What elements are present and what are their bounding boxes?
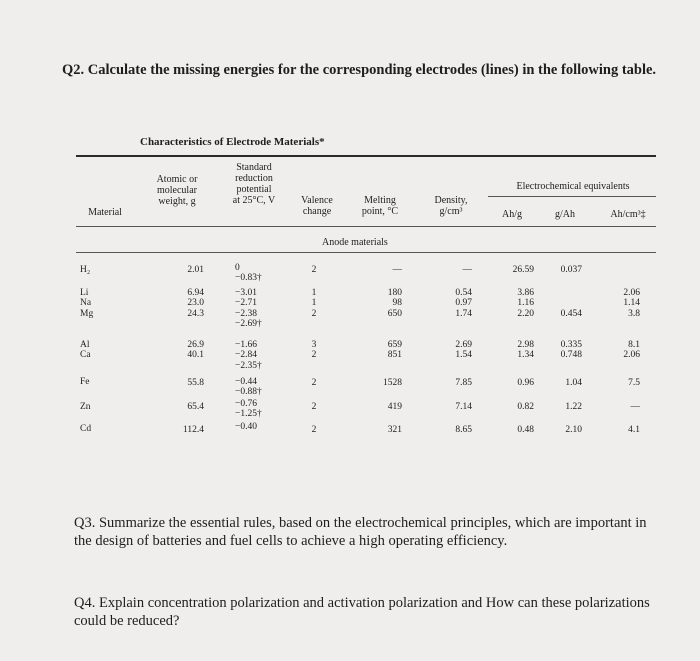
header-ah-g: Ah/g <box>502 209 522 220</box>
table-cell-material: Fe <box>80 377 90 387</box>
table-cell-valence: 2 <box>311 425 317 435</box>
table-cell-material: H₂ <box>80 265 91 275</box>
table-cell-valence: 2 <box>311 402 317 412</box>
table-cell-melting: 419 <box>387 402 402 412</box>
table-cell-density: — <box>462 265 472 275</box>
header-potential: Standard reduction potential at 25°C, V <box>232 162 276 206</box>
table-cell-ah-cm3: 8.1 2.06 <box>623 340 640 361</box>
table-cell-melting: 1528 <box>383 378 402 388</box>
header-density: Density, g/cm³ <box>434 195 468 217</box>
header-ah-cm3: Ah/cm³‡ <box>610 209 646 220</box>
question-4: Q4. Explain concentration polarization and activation polarization and How can these polarizations could be reduced? <box>74 595 650 629</box>
header-bottom-rule <box>76 226 656 227</box>
table-cell-weight: 26.9 40.1 <box>187 340 204 361</box>
table-cell-valence: 1 1 2 <box>311 288 317 319</box>
table-cell-ah-g: 2.98 1.34 <box>517 340 534 361</box>
table-cell-valence: 2 <box>311 265 317 275</box>
table-cell-density: 2.69 1.54 <box>455 340 472 361</box>
table-cell-potential: −0.44 −0.88† <box>235 377 262 398</box>
table-cell-ah-g: 0.96 <box>517 378 534 388</box>
header-electrochemical-equivalents: Electrochemical equivalents <box>516 181 630 192</box>
table-cell-potential: −0.40 <box>235 422 257 432</box>
table-cell-weight: 55.8 <box>187 378 204 388</box>
header-atomic-weight: Atomic or molecular weight, g <box>156 174 198 207</box>
table-cell-g-ah: 0.037 <box>560 265 582 275</box>
table-cell-material: Li Na Mg <box>80 288 94 319</box>
table-cell-ah-g: 3.86 1.16 2.20 <box>517 288 534 319</box>
table-cell-weight: 65.4 <box>187 402 204 412</box>
table-cell-ah-cm3: — <box>630 402 640 412</box>
table-cell-ah-cm3: 2.06 1.14 3.8 <box>623 288 640 319</box>
header-valence: Valence change <box>301 195 333 217</box>
table-cell-g-ah: 1.04 <box>565 378 582 388</box>
table-cell-g-ah: 2.10 <box>565 425 582 435</box>
table-cell-potential: −0.76 −1.25† <box>235 399 262 420</box>
table-cell-g-ah: 1.22 <box>565 402 582 412</box>
table-cell-melting: 659 851 <box>387 340 402 361</box>
table-cell-ah-cm3: 4.1 <box>628 425 640 435</box>
question-3: Q3. Summarize the essential rules, based on the electrochemical principles, which are important in the design of batteries and fuel cells to achieve a high operating efficiency. <box>74 515 647 549</box>
table-cell-valence: 3 2 <box>311 340 317 361</box>
table-cell-melting: 180 98 650 <box>387 288 402 319</box>
table-cell-ah-g: 26.59 <box>512 265 534 275</box>
table-top-rule <box>76 155 656 157</box>
table-cell-weight: 112.4 <box>182 425 204 435</box>
table-cell-potential: −3.01 −2.71 −2.38 −2.69† <box>235 288 262 329</box>
table-cell-potential: −1.66 −2.84 −2.35† <box>235 340 262 371</box>
table-cell-material: Zn <box>80 402 91 412</box>
table-cell-melting: 321 <box>387 425 402 435</box>
table-cell-ah-cm3: 7.5 <box>628 378 640 388</box>
equivalents-rule <box>488 196 656 197</box>
section-rule <box>76 252 656 253</box>
table-cell-density: 8.65 <box>455 425 472 435</box>
table-cell-density: 0.54 0.97 1.74 <box>455 288 472 319</box>
table-cell-ah-g: 0.48 <box>517 425 534 435</box>
table-cell-valence: 2 <box>311 378 317 388</box>
header-g-ah: g/Ah <box>555 209 575 220</box>
table-cell-g-ah: 0.335 0.748 <box>560 340 582 361</box>
table-cell-g-ah: 0.454 <box>560 308 582 319</box>
header-melting-point: Melting point, °C <box>361 195 399 217</box>
table-cell-material: Al Ca <box>80 340 91 361</box>
question-2: Q2. Calculate the missing energies for the corresponding electrodes (lines) in the following table. <box>62 62 657 78</box>
table-cell-density: 7.14 <box>455 402 472 412</box>
section-anode-materials: Anode materials <box>322 237 388 248</box>
table-cell-ah-g: 0.82 <box>517 402 534 412</box>
table-cell-weight: 2.01 <box>187 265 204 275</box>
table-cell-potential: 0 −0.83† <box>235 263 262 284</box>
table-cell-weight: 6.94 23.0 24.3 <box>187 288 204 319</box>
table-cell-material: Cd <box>80 424 92 434</box>
table-cell-density: 7.85 <box>455 378 472 388</box>
table-cell-melting: — <box>392 265 402 275</box>
header-material: Material <box>88 207 122 218</box>
table-caption: Characteristics of Electrode Materials* <box>140 136 325 148</box>
